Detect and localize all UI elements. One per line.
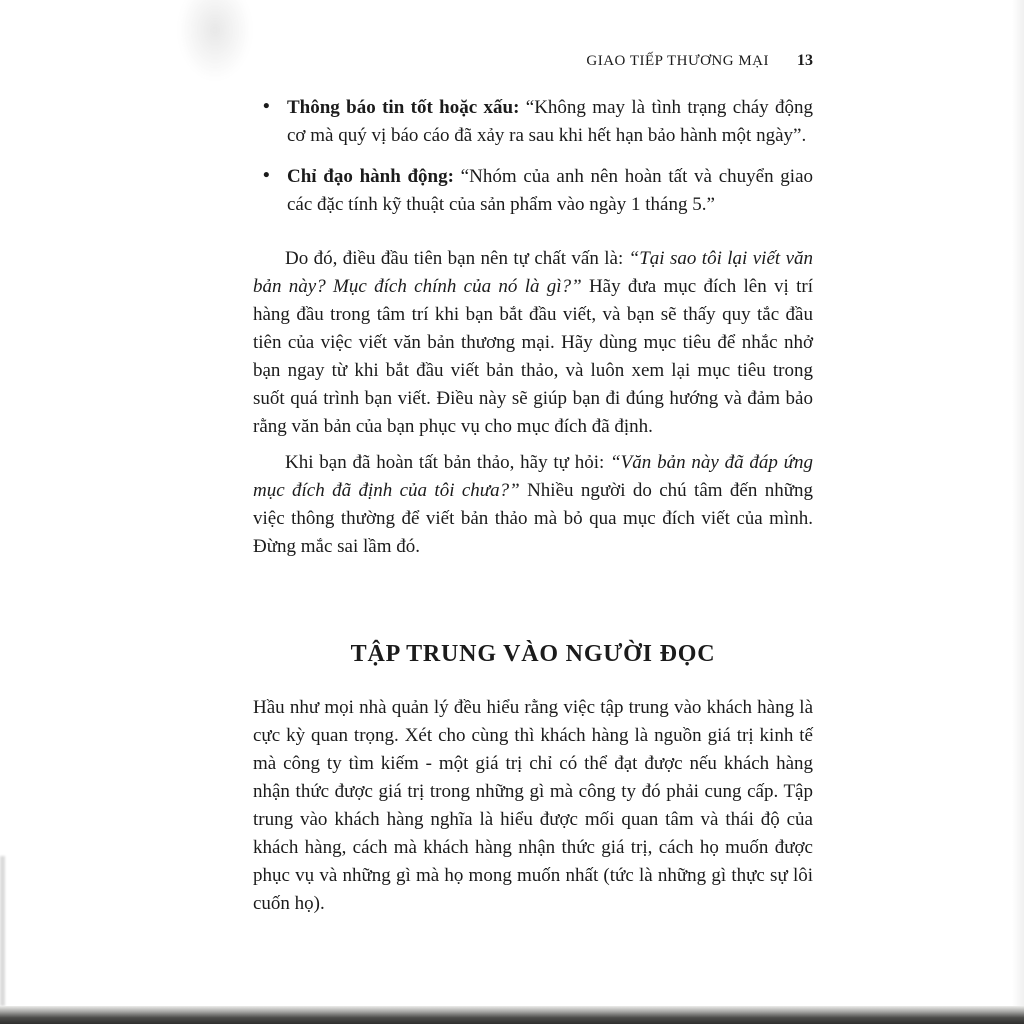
body-paragraphs [253, 245, 813, 561]
list-item [253, 163, 813, 219]
running-title: GIAO TIẾP THƯƠNG MẠI [586, 53, 769, 69]
running-header [253, 52, 813, 70]
section-paragraphs [253, 694, 813, 918]
text-run: Do đó, điều đầu tiên bạn nên tự chất vấn là: [285, 248, 629, 269]
text-run: Hầu như mọi nhà quản lý đều hiểu rằng việc tập trung vào khách hàng là cực kỳ quan trọng. Xét cho cùng thì khách hàng là nguồn giá trị kinh tế mà công ty tìm kiếm - một giá trị chỉ có thể đạt được nếu khách hàng nhận thức được giá trị trong những gì mà công ty đó phải cung cấp. Tập trung vào khách hàng nghĩa là hiểu được mối quan tâm và thái độ của khách hàng, cách mà khách hàng nhận thức giá trị, cách họ muốn được phục vụ và những gì mà họ mong muốn nhất (tức là những gì thực sự lôi cuốn họ). [253, 697, 813, 914]
bullet-lead: Chỉ đạo hành động: [287, 166, 454, 187]
bullet-marker: • [263, 165, 270, 186]
scan-artifact-smudge [175, 0, 255, 85]
paragraph [253, 694, 813, 918]
paragraph [253, 245, 813, 441]
scan-bottom-edge [0, 1006, 1024, 1024]
section-heading: TẬP TRUNG VÀO NGƯỜI ĐỌC [350, 641, 716, 667]
text-run-italic: “Văn bản này đã đáp ứng mục đích đã định của tôi chưa?” [253, 452, 814, 501]
paragraph [253, 449, 813, 561]
bullet-marker: • [263, 96, 270, 117]
scan-artifact-right-edge [1012, 0, 1024, 1024]
scan-artifact-left-mark [0, 856, 5, 1006]
bullet-lead: Thông báo tin tốt hoặc xấu: [287, 97, 520, 118]
text-run: Khi bạn đã hoàn tất bản thảo, hãy tự hỏi: [285, 452, 611, 473]
bullet-text: “Không may là tình trạng cháy động cơ mà quý vị báo cáo đã xảy ra sau khi hết hạn bảo hành một ngày”. [287, 97, 813, 146]
text-run-italic: “Tại sao tôi lại viết văn bản này? Mục đích chính của nó là gì?” [253, 248, 813, 297]
page-number: 13 [797, 52, 813, 69]
text-run: Nhiều người do chú tâm đến những việc thông thường để viết bản thảo mà bỏ qua mục đích viết của mình. Đừng mắc sai lầm đó. [253, 480, 814, 557]
text-run: Hãy đưa mục đích lên vị trí hàng đầu trong tâm trí khi bạn bắt đầu viết, và bạn sẽ thấy quy tắc đầu tiên của việc viết văn bản thương mại. Hãy dùng mục tiêu để nhắc nhở bạn ngay từ khi bắt đầu viết bản thảo, và luôn xem lại mục tiêu trong suốt quá trình bạn viết. Điều này sẽ giúp bạn đi đúng hướng và đảm bảo rằng văn bản của bạn phục vụ cho mục đích đã định. [253, 276, 813, 437]
list-item [253, 94, 813, 150]
bullet-text: “Nhóm của anh nên hoàn tất và chuyển giao các đặc tính kỹ thuật của sản phẩm vào ngày 1 tháng 5.” [287, 166, 814, 215]
page-content [253, 0, 813, 918]
bullet-list [253, 94, 813, 219]
